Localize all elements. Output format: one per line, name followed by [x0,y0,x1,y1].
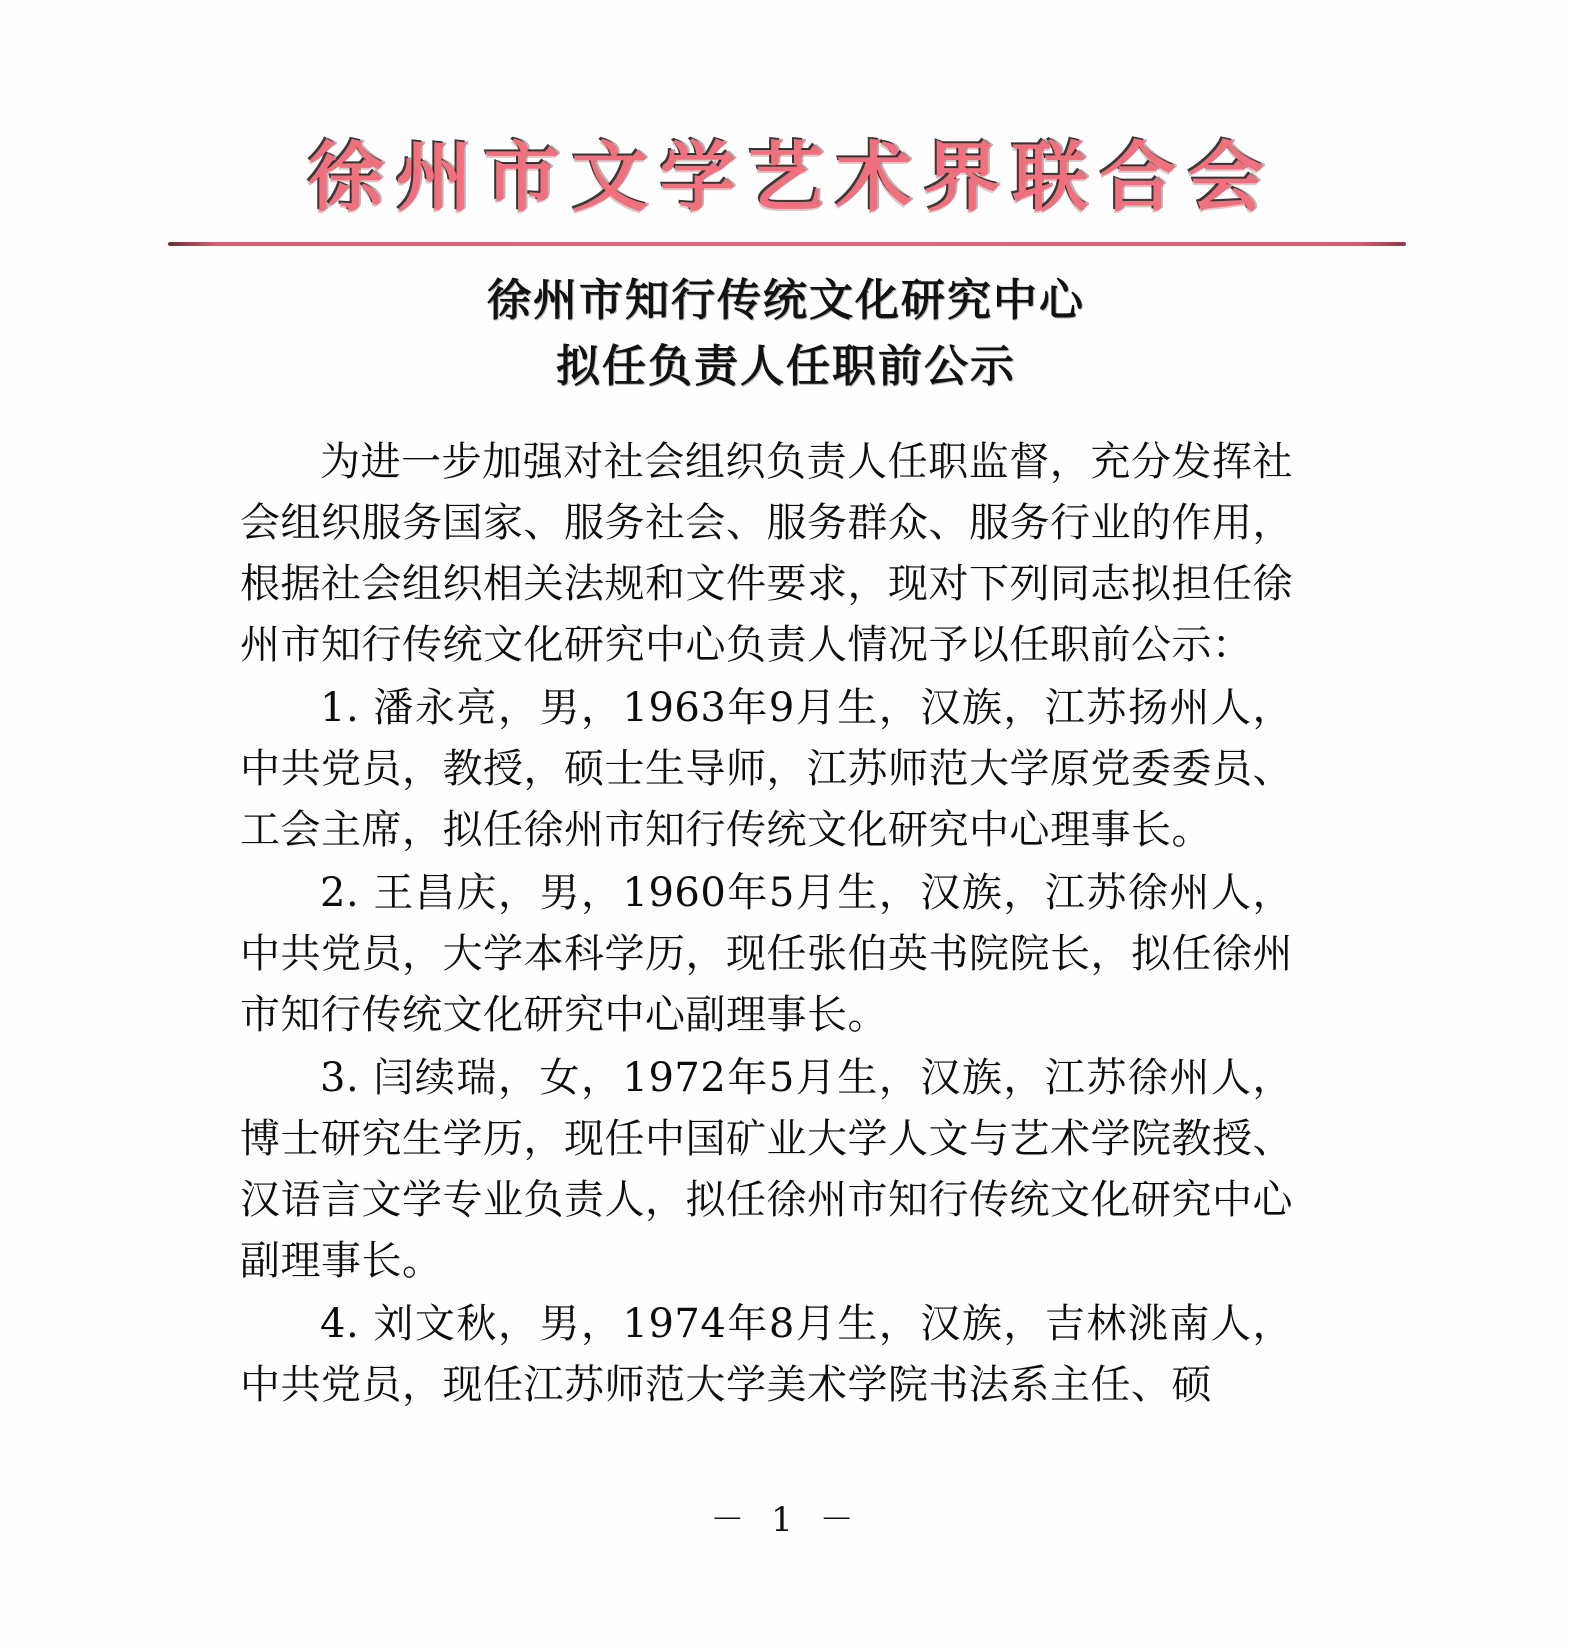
document-title [0,268,1572,400]
letterhead [0,133,1572,222]
paragraph-candidate-4: 4. 刘文秋，男，1974年8月生，汉族，吉林洮南人，中共党员，现任江苏师范大学美术学院书法系主任、硕 [240,1301,1293,1408]
page-number-footer: － 1 － [710,1500,862,1540]
letterhead-organization-name: 徐州市文学艺术界联合会 [308,133,1276,222]
document-title-line-1: 徐州市知行传统文化研究中心 [487,275,1085,326]
paragraph-candidate-2: 2. 王昌庆，男，1960年5月生，汉族，江苏徐州人，中共党员，大学本科学历，现任张伯英书院院长，拟任徐州市知行传统文化研究中心副理事长。 [240,870,1293,1038]
paragraph-intro: 为进一步加强对社会组织负责人任职监督，充分发挥社会组织服务国家、服务社会、服务群众、服务行业的作用，根据社会组织相关法规和文件要求，现对下列同志拟担任徐州市知行传统文化研究中心负责人情况予以任职前公示： [240,439,1293,668]
document-title-line-2: 拟任负责人任职前公示 [556,341,1016,392]
paragraph-candidate-3: 3. 闫续瑞，女，1972年5月生，汉族，江苏徐州人，博士研究生学历，现任中国矿业大学人文与艺术学院教授、汉语言文学专业负责人，拟任徐州市知行传统文化研究中心副理事长。 [240,1055,1293,1284]
document-body [240,432,1293,1416]
letterhead-divider-rule [168,242,1406,246]
paragraph-candidate-1: 1. 潘永亮，男，1963年9月生，汉族，江苏扬州人，中共党员，教授，硕士生导师，江苏师范大学原党委委员、工会主席，拟任徐州市知行传统文化研究中心理事长。 [240,685,1293,853]
